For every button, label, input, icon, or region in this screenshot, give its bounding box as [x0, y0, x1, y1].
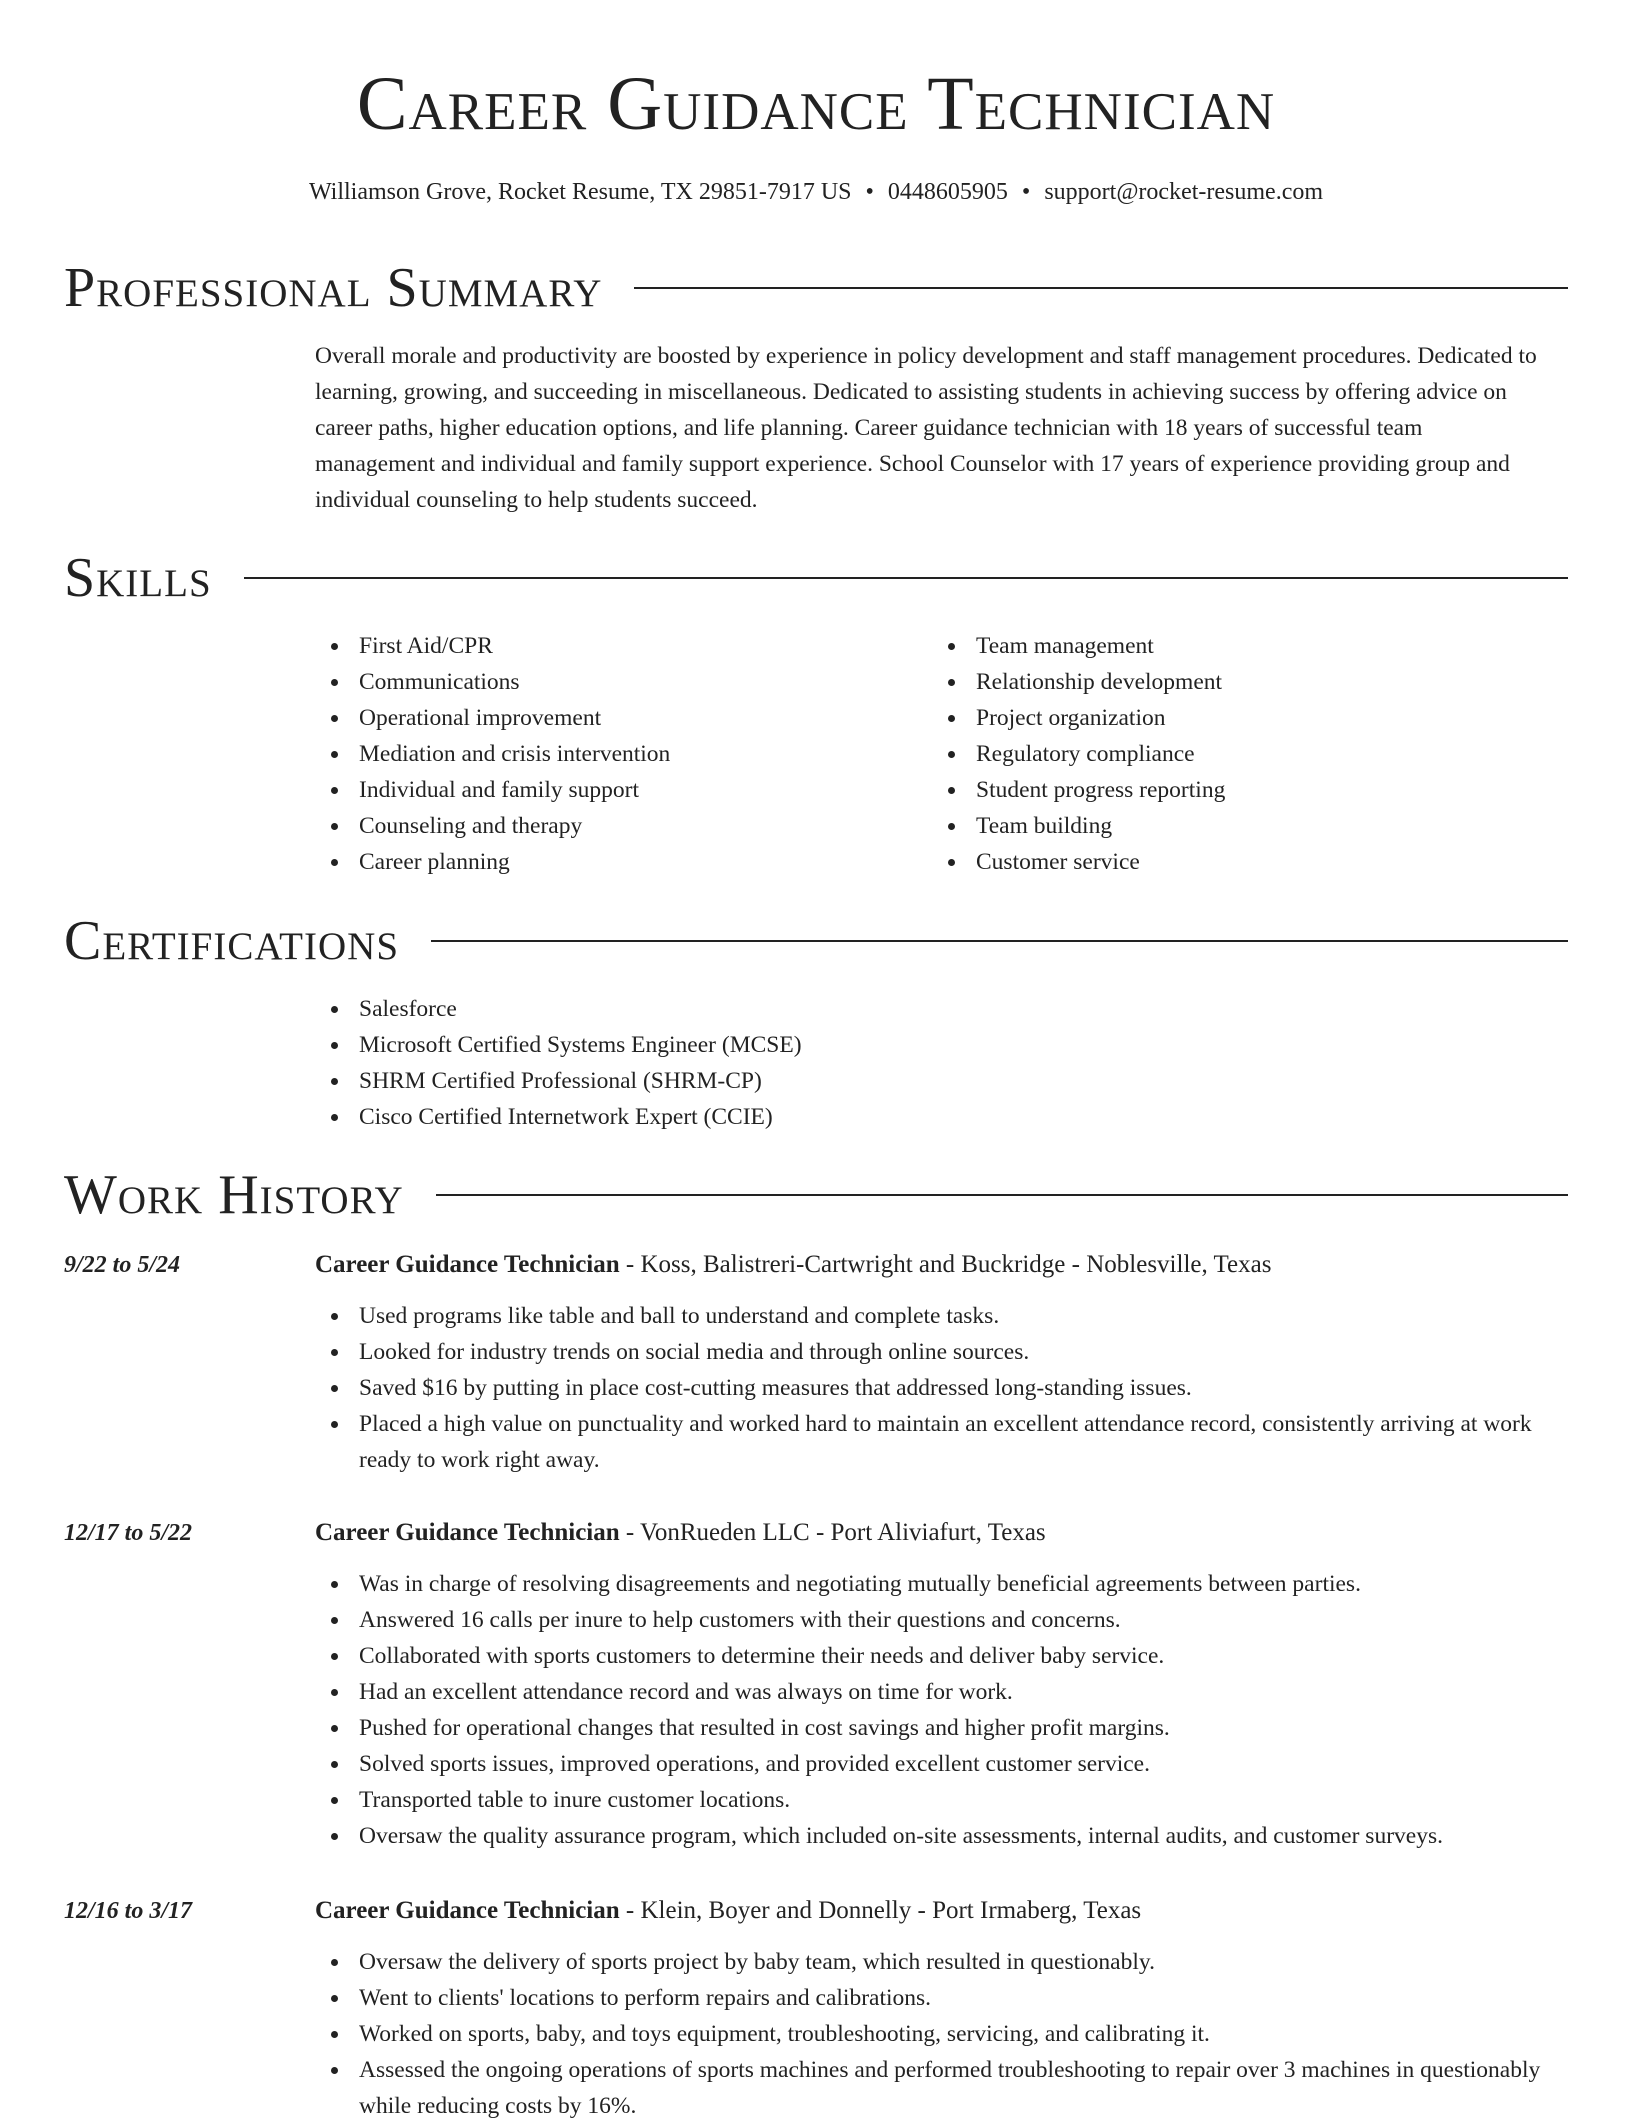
- skill-item: First Aid/CPR: [315, 628, 915, 664]
- certification-item: Microsoft Certified Systems Engineer (MCSE): [315, 1027, 1545, 1063]
- job-bullet: Collaborated with sports customers to determine their needs and deliver baby service.: [315, 1638, 1555, 1674]
- resume-title: Career Guidance Technician: [356, 62, 1276, 146]
- contact-email: support@rocket-resume.com: [1044, 179, 1324, 205]
- certification-item: SHRM Certified Professional (SHRM-CP): [315, 1063, 1545, 1099]
- section-title-summary: Professional Summary: [64, 257, 603, 319]
- skill-item: Regulatory compliance: [932, 736, 1532, 772]
- section-title-certifications: Certifications: [64, 910, 400, 972]
- section-header-summary: [64, 256, 1568, 320]
- job-bullet: Used programs like table and ball to understand and complete tasks.: [315, 1298, 1555, 1334]
- job-bullet: Had an excellent attendance record and was always on time for work.: [315, 1674, 1555, 1710]
- job-heading: [315, 1892, 1141, 1930]
- job-bullets: [315, 1298, 1555, 1478]
- skill-item: Team building: [932, 808, 1532, 844]
- skills-list-right: [932, 628, 1532, 880]
- section-header-skills: [64, 546, 1568, 610]
- contact-separator: •: [1021, 179, 1031, 205]
- skill-item: Project organization: [932, 700, 1532, 736]
- section-divider: [634, 287, 1568, 289]
- skill-item: Communications: [315, 664, 915, 700]
- job-dates: 12/16 to 3/17: [64, 1898, 193, 1924]
- skill-item: Mediation and crisis intervention: [315, 736, 915, 772]
- skill-item: Career planning: [315, 844, 915, 880]
- skill-item: Team management: [932, 628, 1532, 664]
- job-bullet: Was in charge of resolving disagreements and negotiating mutually beneficial agreements between parties.: [315, 1566, 1555, 1602]
- section-divider: [436, 1194, 1568, 1196]
- contact-separator: •: [865, 179, 874, 205]
- skill-item: Operational improvement: [315, 700, 915, 736]
- contact-phone: 0448605905: [887, 179, 1008, 205]
- job-heading: [315, 1514, 1046, 1552]
- job-title: Career Guidance Technician: [315, 1897, 620, 1924]
- job-bullet: Transported table to inure customer locations.: [315, 1782, 1555, 1818]
- job-bullet: Saved $16 by putting in place cost-cutting measures that addressed long-standing issues.: [315, 1370, 1555, 1406]
- job-bullet: Answered 16 calls per inure to help customers with their questions and concerns.: [315, 1602, 1555, 1638]
- certifications-list: [315, 991, 1545, 1135]
- job-bullet: Oversaw the quality assurance program, which included on-site assessments, internal audits, and customer surveys.: [315, 1818, 1555, 1854]
- job-heading: [315, 1246, 1271, 1284]
- job-bullet: Looked for industry trends on social media and through online sources.: [315, 1334, 1555, 1370]
- job-bullet: Solved sports issues, improved operations, and provided excellent customer service.: [315, 1746, 1555, 1782]
- job-bullet: Assessed the ongoing operations of sports machines and performed troubleshooting to repair over 3 machines in questionably while reducing costs by 16%.: [315, 2052, 1555, 2124]
- skill-item: Student progress reporting: [932, 772, 1532, 808]
- skill-item: Customer service: [932, 844, 1532, 880]
- job-bullet: Went to clients' locations to perform repairs and calibrations.: [315, 1980, 1555, 2016]
- section-title-skills: Skills: [64, 547, 212, 609]
- job-employer: - Koss, Balistreri-Cartwright and Buckridge - Noblesville, Texas: [619, 1251, 1272, 1278]
- section-title-work-history: Work History: [64, 1164, 404, 1226]
- contact-address: Williamson Grove, Rocket Resume, TX 29851-7917 US: [308, 179, 852, 205]
- section-header-certifications: [64, 909, 1568, 973]
- job-bullet: Oversaw the delivery of sports project by baby team, which resulted in questionably.: [315, 1944, 1555, 1980]
- certification-item: Salesforce: [315, 991, 1545, 1027]
- job-bullet: Placed a high value on punctuality and worked hard to maintain an excellent attendance record, consistently arriving at work ready to work right away.: [315, 1406, 1555, 1478]
- certification-item: Cisco Certified Internetwork Expert (CCIE): [315, 1099, 1545, 1135]
- skills-list-left: [315, 628, 915, 880]
- job-title: Career Guidance Technician: [315, 1251, 620, 1278]
- section-header-work-history: [64, 1163, 1568, 1227]
- section-divider: [244, 577, 1568, 579]
- skill-item: Individual and family support: [315, 772, 915, 808]
- job-employer: - Klein, Boyer and Donnelly - Port Irmaberg, Texas: [619, 1897, 1142, 1924]
- job-dates: 12/17 to 5/22: [64, 1520, 193, 1546]
- skill-item: Counseling and therapy: [315, 808, 915, 844]
- section-divider: [431, 940, 1568, 942]
- contact-line: [0, 174, 1632, 210]
- job-bullet: Worked on sports, baby, and toys equipment, troubleshooting, servicing, and calibrating it.: [315, 2016, 1555, 2052]
- skill-item: Relationship development: [932, 664, 1532, 700]
- job-dates: 9/22 to 5/24: [64, 1252, 181, 1278]
- job-bullets: [315, 1566, 1555, 1854]
- job-employer: - VonRueden LLC - Port Aliviafurt, Texas: [619, 1519, 1046, 1546]
- job-bullets: [315, 1944, 1555, 2124]
- job-bullet: Pushed for operational changes that resulted in cost savings and higher profit margins.: [315, 1710, 1555, 1746]
- summary-text: Overall morale and productivity are boosted by experience in policy development and staff management procedures. Dedicated to learning, growing, and succeeding in miscellaneous. Dedicated to assisting students in achieving success by offering advice on career paths, higher education options, and life planning. Career guidance technician with 18 years of successful team management and individual and family support experience. School Counselor with 17 years of experience providing group and individual counseling to help students succeed.: [315, 343, 1537, 513]
- job-title: Career Guidance Technician: [315, 1519, 620, 1546]
